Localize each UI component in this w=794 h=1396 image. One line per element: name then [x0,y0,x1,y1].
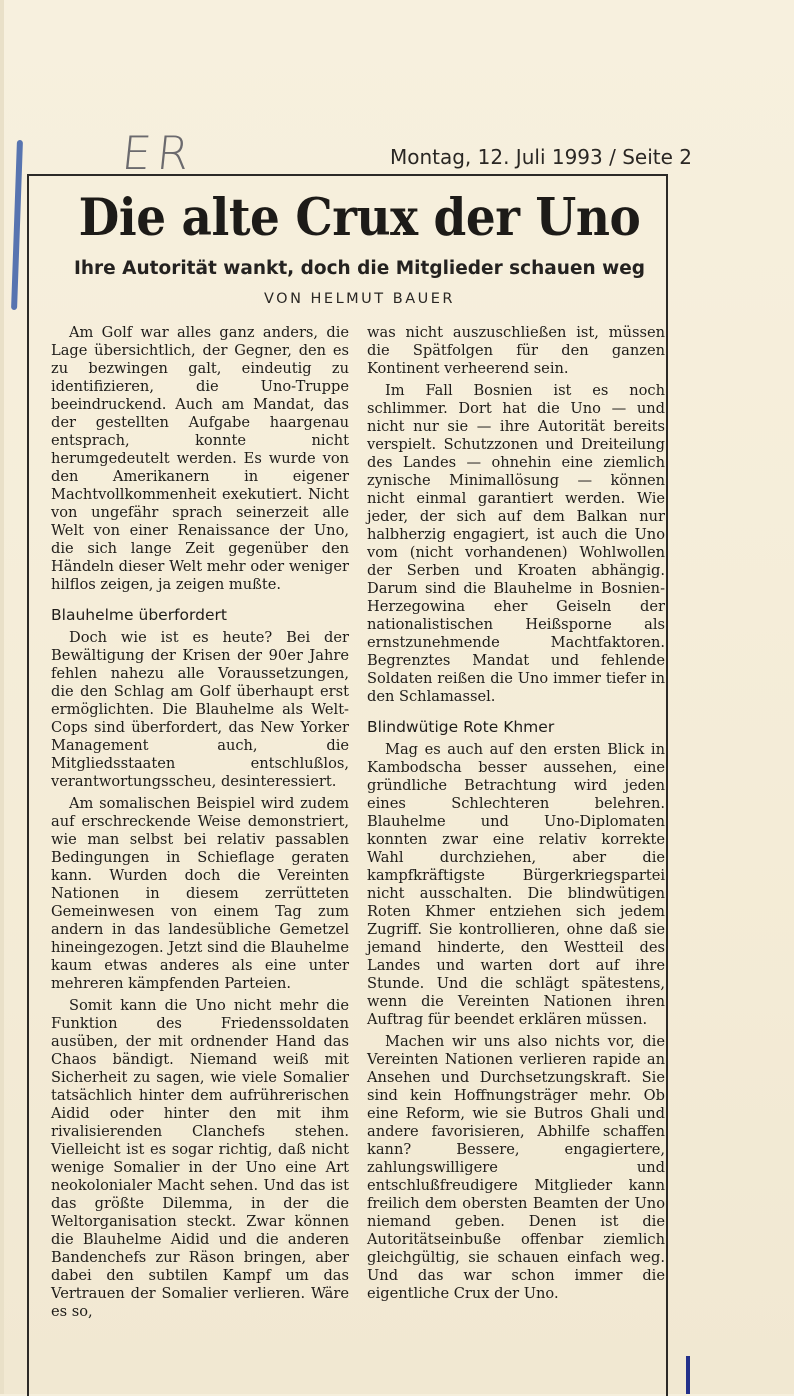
paragraph: was nicht auszuschließen ist, müssen die Spätfolgen für den ganzen Kontinent verheerend sein. [367,324,665,377]
byline: VON HELMUT BAUER [264,291,455,307]
section-heading: Blindwütige Rote Khmer [367,718,555,736]
article-column-left [51,324,349,1321]
paragraph: Mag es auch auf den ersten Blick in Kambodscha besser aussehen, eine gründliche Betrachtung wird jeden eines Schlechteren belehren. Blauhelme und Uno-Diplomaten konnten zwar eine relativ korrekte Wahl durchziehen, aber die kampfkräftigste Bürgerkriegspartei nicht ausschalten. Die blindwütigen Roten Khmer entziehen sich jedem Zugriff. Sie kontrollieren, ohne daß sie jemand hinderte, den Westteil des Landes und warten dort auf ihre Stunde. Und die schlägt spätestens, wenn die Vereinten Nationen ihren Auftrag für beendet erklären müssen. [367,741,665,1028]
headline: Die alte Crux der Uno [78,188,641,248]
subheadline: Ihre Autorität wankt, doch die Mitglieder schauen weg [73,258,645,279]
paragraph: Somit kann die Uno nicht mehr die Funktion des Friedenssoldaten ausüben, der mit ordnender Hand das Chaos bändigt. Niemand weiß mit Sicherheit zu sagen, wie viele Somalier tatsächlich hinter dem aufrührerischen Aidid oder hinter den mit ihm rivalisierenden Clanchefs stehen. Vielleicht ist es sogar richtig, daß nicht wenige Somalier in der Uno eine Art neokolonialer Macht sehen. Und das ist das größte Dilemma, in der die Weltorganisation steckt. Zwar können die Blauhelme Aidid und die anderen Bandenchefs zur Räson bringen, aber dabei den subtilen Kampf um das Vertrauen der Somalier verlieren. Wäre es so, [51,997,349,1320]
dateline: Montag, 12. Juli 1993 / Seite 2 [389,145,692,169]
section-heading: Blauhelme überfordert [51,606,227,624]
paragraph: Am somalischen Beispiel wird zudem auf erschreckende Weise demonstriert, wie man selbst bei relativ passablen Bedingungen in Schieflage geraten kann. Wurden doch die Vereinten Nationen in diesem zerrütteten Gemeinwesen von einem Tag zum andern in das landesübliche Gemetzel hineingezogen. Jetzt sind die Blauhelme kaum etwas anderes als eine unter mehreren kämpfenden Parteien. [51,795,349,992]
paragraph: Machen wir uns also nichts vor, die Vereinten Nationen verlieren rapide an Ansehen und Durchsetzungskraft. Sie sind kein Hoffnungsträger mehr. Ob eine Reform, wie sie Butros Ghali und andere favorisieren, Abhilfe schaffen kann? Bessere, engagiertere, zahlungswilligere und entschlußfreudigere Mitglieder kann freilich dem obersten Beamten der Uno niemand geben. Denen ist die Autoritätseinbuße offenbar ziemlich gleichgültig, sie schauen einfach weg. Und das war schon immer die eigentliche Crux der Uno. [367,1033,665,1302]
blue-pen-mark [11,140,23,310]
article-column-right [367,324,665,1303]
handwritten-initials: ER [119,126,198,180]
paragraph: Am Golf war alles ganz anders, die Lage übersichtlich, der Gegner, den es zu bezwingen galt, eindeutig zu identifizieren, die Uno-Truppe beeindruckend. Auch am Mandat, das der gestellten Aufgabe haargenau entsprach, konnte nicht herumgedeutelt werden. Es wurde von den Amerikanern in eigener Machtvollkommenheit exekutiert. Nicht von ungefähr sprach seinerzeit alle Welt von einer Renaissance der Uno, die sich lange Zeit gegenüber den Händeln dieser Welt mehr oder weniger hilflos zeigen, ja zeigen mußte. [51,324,349,593]
paragraph: Doch wie ist es heute? Bei der Bewältigung der Krisen der 90er Jahre fehlen nahezu alle Voraussetzungen, die den Schlag am Golf überhaupt erst ermöglichten. Die Blauhelme als Welt-Cops sind überfordert, das New Yorker Management auch, die Mitgliedsstaaten entschlußlos, verantwortungsscheu, desinteressiert. [51,629,349,790]
blue-pen-mark-bottom [686,1356,690,1394]
scan-edge [0,0,4,1394]
paragraph: Im Fall Bosnien ist es noch schlimmer. Dort hat die Uno — und nicht nur sie — ihre Autorität bereits verspielt. Schutzzonen und Dreiteilung des Landes — ohnehin eine ziemlich zynische Minimallösung — können nicht einmal garantiert werden. Wie jeder, der sich auf dem Balkan nur halbherzig engagiert, ist auch die Uno vom (nicht vorhandenen) Wohlwollen der Serben und Kroaten abhängig. Darum sind die Blauhelme in Bosnien-Herzegowina eher Geiseln der nationalistischen Heißsporne als ernstzunehmende Machtfaktoren. Begrenztes Mandat und fehlende Soldaten reißen die Uno immer tiefer in den Schlamassel. [367,382,665,705]
